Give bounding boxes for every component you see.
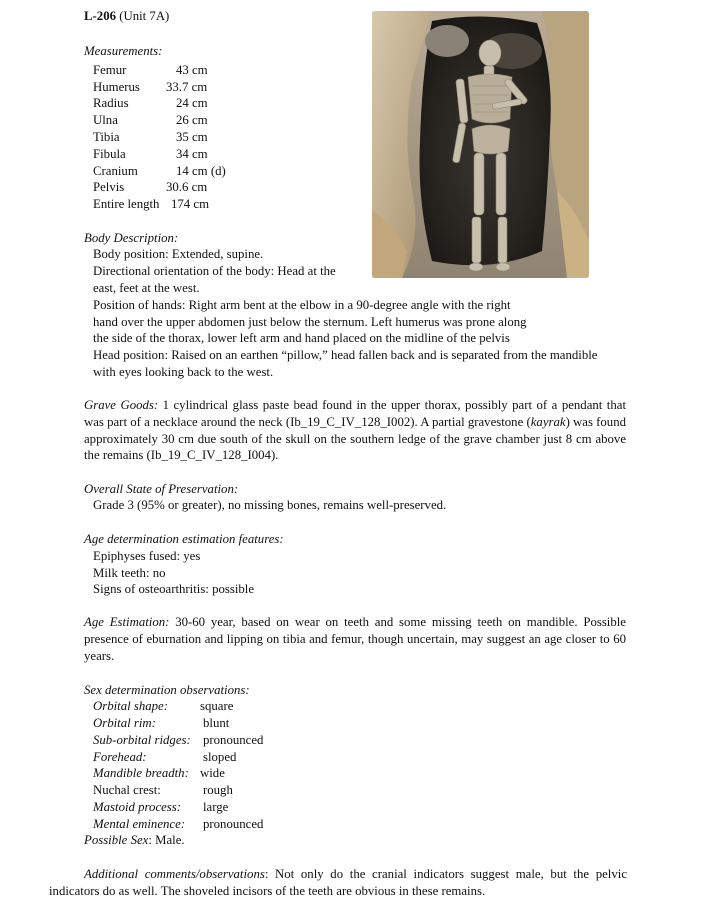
measurement-row (93, 95, 129, 112)
measurement-value: 26 cm (176, 113, 208, 127)
preservation-heading: Overall State of Preservation: (84, 482, 239, 496)
head-position-line-cont: with eyes looking back to the west. (93, 365, 274, 379)
measurement-row (93, 179, 124, 196)
sex-label: Sub-orbital ridges: (93, 733, 191, 747)
measurement-value: 34 cm (176, 147, 208, 161)
measurement-label: Ulna (93, 113, 118, 127)
measurement-row (93, 112, 118, 129)
possible-sex-label: Possible Sex (84, 833, 149, 847)
measurement-row (93, 163, 138, 180)
head-position-line: Head position: Raised on an earthen “pillow,” head fallen back and is separated from the mandible (93, 348, 598, 362)
sex-value: pronounced (203, 817, 264, 831)
sex-value: rough (203, 783, 233, 797)
grave-goods-text-2: ) was found approximately 30 cm due south of the skull on the southern ledge of the grave chamber just 8 cm above the remains (Ib_19_C_IV_128_I004). (84, 414, 626, 463)
sex-label: Forehead: (93, 750, 147, 764)
grave-goods-heading: Grave Goods: (84, 398, 159, 412)
measurement-value: 43 cm (176, 63, 208, 77)
osteoarthritis-line: Signs of osteoarthritis: possible (93, 582, 255, 596)
additional-comments-paragraph (49, 866, 627, 900)
hands-position-line-cont: hand over the upper abdomen just below the sternum. Left humerus was prone along (93, 315, 527, 329)
sex-label: Orbital shape: (93, 699, 169, 713)
sex-value: wide (200, 766, 225, 780)
measurement-label: Tibia (93, 130, 120, 144)
hands-position-line-cont-2: the side of the thorax, lower left arm and hand placed on the midline of the pelvis (93, 331, 510, 345)
measurement-label: Cranium (93, 164, 138, 178)
measurement-value: 174 cm (171, 197, 210, 211)
body-description-heading: Body Description: (84, 231, 179, 245)
measurement-row (93, 146, 126, 163)
record-id: L-206 (84, 9, 116, 23)
measurement-row (93, 196, 159, 213)
measurement-value: 35 cm (176, 130, 208, 144)
sex-heading: Sex determination observations: (84, 683, 250, 697)
burial-photo (372, 11, 589, 278)
age-estimation-heading: Age Estimation: (84, 615, 170, 629)
kayrak-term: kayrak (530, 414, 566, 429)
measurement-row (93, 129, 120, 146)
body-orientation-line-cont: east, feet at the west. (93, 281, 200, 295)
grave-goods-text-1: 1 cylindrical glass paste bead found in the upper thorax, possibly part of a pendant that was part of a necklace around the neck (Ib_19_C_IV_128_I002). A partial gravestone ( (84, 398, 626, 429)
measurement-label: Entire length (93, 197, 160, 211)
sex-value: sloped (203, 750, 237, 764)
age-estimation-paragraph (84, 614, 626, 664)
measurements-heading: Measurements: (84, 44, 163, 58)
measurement-value: 24 cm (176, 96, 208, 110)
sex-label: Orbital rim: (93, 716, 156, 730)
epiphyses-line: Epiphyses fused: yes (93, 549, 201, 563)
sex-value: square (200, 699, 234, 713)
sex-label: Mastoid process: (93, 800, 182, 814)
measurement-value: 33.7 cm (166, 80, 208, 94)
sex-label: Nuchal crest: (93, 783, 161, 797)
measurement-label: Femur (93, 63, 127, 77)
sex-label: Mental eminence: (93, 817, 186, 831)
preservation-text: Grade 3 (95% or greater), no missing bones, remains well-preserved. (93, 498, 447, 512)
record-unit: (Unit 7A) (119, 9, 170, 23)
body-orientation-line: Directional orientation of the body: Head at the (93, 264, 336, 278)
measurement-value: 30.6 cm (166, 180, 208, 194)
sex-value: large (203, 800, 229, 814)
grave-goods-paragraph (84, 397, 626, 464)
measurement-value: 14 cm (d) (176, 164, 226, 178)
sex-label: Mandible breadth: (93, 766, 189, 780)
body-position-line: Body position: Extended, supine. (93, 247, 264, 261)
measurement-label: Fibula (93, 147, 126, 161)
possible-sex-value: : Male. (148, 833, 185, 847)
measurement-row (93, 79, 140, 96)
age-estimation-text: 30-60 year, based on wear on teeth and some missing teeth on mandible. Possible presence of eburnation and lipping on tibia and femur, though uncertain, may suggest an age closer to 60 years. (84, 615, 626, 663)
additional-comments-text: : Not only do the cranial indicators suggest male, but the pelvic indicators do as well. The shoveled incisors of the teeth are obvious in these remains. (49, 867, 627, 898)
measurement-label: Humerus (93, 80, 140, 94)
measurement-label: Pelvis (93, 180, 125, 194)
sex-value: pronounced (203, 733, 264, 747)
hands-position-line: Position of hands: Right arm bent at the elbow in a 90-degree angle with the right (93, 298, 511, 312)
measurement-row (93, 62, 126, 79)
measurement-label: Radius (93, 96, 129, 110)
sex-value: blunt (203, 716, 230, 730)
milk-teeth-line: Milk teeth: no (93, 566, 166, 580)
additional-comments-heading: Additional comments/observations (84, 867, 265, 881)
record-title (84, 8, 169, 25)
age-features-heading: Age determination estimation features: (84, 532, 284, 546)
possible-sex (84, 832, 185, 849)
